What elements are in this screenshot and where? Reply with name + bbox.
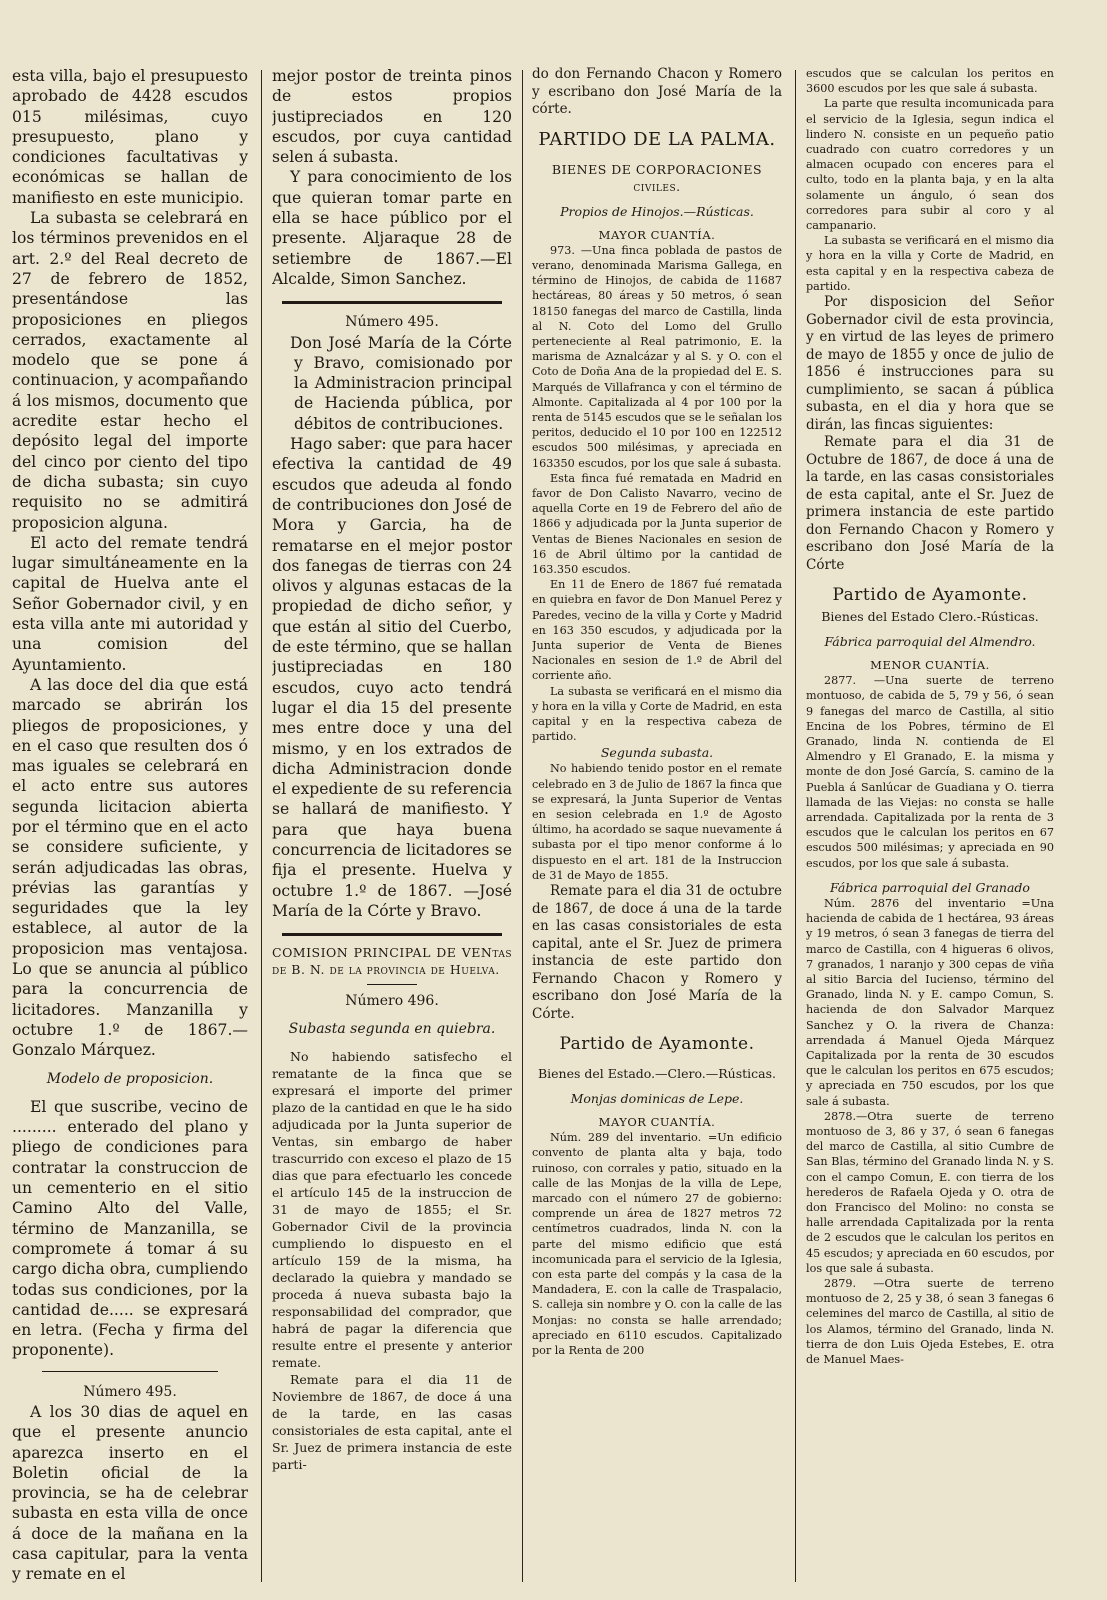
- paragraph: Por disposicion del Señor Gobernador civil de esta provincia, y en virtud de las leyes de primero de mayo de 1855 y once de julio de 1856 é instrucciones para su cumplimiento, se sacan á pública subasta, en el dia y hora que se dirán, las fincas siguientes:: [806, 294, 1054, 433]
- section-subheading: Bienes del Estado Clero.-Rústicas.: [821, 609, 1039, 625]
- paragraph: La subasta se celebrará en los términos prevenidos en el art. 2.º del Real decreto de 27 de febrero de 1852, presentándose las proposiciones en pliegos cerrados, exactamente al modelo que se pone á continuacion, y acompañando á los mismos, documento que acredite estar hecho el depósito legal del importe del cinco por ciento del tipo de dicha subasta; sin cuyo requisito no se admitirá proposicion alguna.: [12, 209, 248, 532]
- paragraph: La subasta se verificará en el mismo dia y hora en la villa y Corte de Madrid, en esta capital y en la respectiva cabeza de partido.: [532, 684, 782, 744]
- section-heading: Partido de Ayamonte.: [559, 1034, 755, 1055]
- section-subheading: Monjas dominicas de Lepe.: [570, 1091, 744, 1107]
- paragraph: La parte que resulta incomunicada para el servicio de la Iglesia, segun indica el lindero N. consiste en un pequeño patio cuadrado con cuatro corredores y un almacen ocupado con enceres para el culto, todo en la planta baja, y en la alta solamente un ángulo, ó sean dos corredores para subir al coro y al campanario.: [806, 97, 1054, 233]
- paragraph: Y para conocimiento de los que quieran tomar parte en ella se hace público por el presente. Aljaraque 28 de setiembre de 1867.—El Alcalde, Simon Sanchez.: [272, 168, 512, 288]
- section-subheading: Bienes del Estado.—Clero.—Rústicas.: [537, 1066, 777, 1082]
- paragraph: El acto del remate tendrá lugar simultáneamente en la capital de Huelva ante el Señor Gobernador civil, y en esta villa ante mi autoridad y una comision del Ayuntamiento.: [12, 533, 248, 674]
- divider: [367, 984, 417, 985]
- section-subheading: Fábrica parroquial del Granado: [830, 879, 1030, 895]
- column-rule: [795, 70, 796, 1582]
- paragraph: 2877. —Una suerte de terreno montuoso, de cabida de 5, 79 y 56, ó sean 9 fanegas del marco de Castilla, al sitio Encina de los Pobres, término de El Granado, linda N. contienda de El Almendro y El Granado, E. la misma y monte de don José García, S. camino de la Puebla á Sanlúcar de Guadiana y O. tierra llamada de las Viejas: no consta se halle arrendada. Capitalizada por la renta de 3 escudos que le calculan los peritos en 67 escudos 500 milésimas; y apreciada en 90 escudos, por los que sale á subasta.: [806, 674, 1054, 870]
- column-rule: [522, 70, 523, 1582]
- paragraph: No habiendo tenido postor en el remate celebrado en 3 de Julio de 1867 la finca que se expresará, la Junta Superior de Ventas en sesion celebrada en 1.º de Agosto último, ha acordado se saque nuevamente á subasta por el tipo menor conforme á lo dispuesto en el art. 181 de la Instruccion de 31 de Mayo de 1855.: [532, 762, 782, 882]
- section-subheading: Propios de Hinojos.—Rústicas.: [560, 203, 754, 219]
- notice-number: Número 495.: [345, 314, 439, 331]
- paragraph: Remate para el dia 31 de Octubre de 1867, de doce á una de la tarde, en las casas consistoriales de esta capital, ante el Sr. Juez de primera instancia de este partido don Fernando Chacon y Romero y escribano don José María de la Córte: [806, 434, 1054, 573]
- section-heading: PARTIDO DE LA PALMA.: [538, 128, 776, 150]
- paragraph: 2878.—Otra suerte de terreno montuoso de 3, 86 y 37, ó sean 6 fanegas del marco de Castilla, al sitio Cumbre de San Blas, término del Granado linda N. y S. con el campo Comun, E. con tierra de los herederos de Rafaela Ojeda y O. otra de don Francisco del Molino: no consta se halle arrendada Capitalizada por la renta de 2 escudos que le calculan los peritos en 45 escudos; y apreciada en 60 escudos, por los que sale á subasta.: [806, 1109, 1054, 1275]
- paragraph: esta villa, bajo el presupuesto aprobado de 4428 escudos 015 milésimas, cuyo presupuesto, plano y condiciones facultativas y económicas se hallan de manifiesto en este municipio.: [12, 67, 248, 207]
- paragraph: 973. —Una finca poblada de pastos de verano, denominada Marisma Gallega, en término de Hinojos, de cabida de 11687 hectáreas, 80 áreas y 50 metros, ó sean 18150 fanegas del marco de Castilla, linda al N. Coto del Lomo del Grullo perteneciente al Real patrimonio, E. la marisma de Aznalcázar y al S. y O. con el Coto de Doña Ana de la propiedad del E. S. Marqués de Villafranca y con el término de Almonte. Capitalizada al 4 por 100 por la renta de 5145 escudos que se le señalan los peritos, deducido el 10 por 100 en 122512 escudos 500 milésimas, y apreciada en 163350 escudos, por los que sale á subasta.: [532, 243, 782, 470]
- paragraph: Núm. 2876 del inventario =Una hacienda de cabida de 1 hectárea, 93 áreas y 19 metros, ó sean 3 fanegas de tierra del marco de Castilla, con 4 higueras 6 olivos, 7 granados, 1 naranjo y 300 cepas de viña al sitio Barcia del Iucienso, término del Granado, linda N. y E. campo Comun, S. hacienda de don Salvador Marquez Sanchez y O. la rivera de Chanza: arrendada á Manuel Ojeda Márquez Capitalizada por la renta de 30 escudos que le calculan los peritos en 675 escudos; y apreciada en 750 escudos, por los que sale á subasta.: [806, 896, 1054, 1108]
- model-title: Modelo de proposicion.: [46, 1070, 214, 1087]
- section-label: MENOR CUANTÍA.: [870, 658, 990, 673]
- section-header: COMISION PRINCIPAL DE VENtas de B. N. de la provincia de Huelva.: [272, 945, 512, 978]
- column-rule: [261, 70, 262, 1582]
- paragraph: do don Fernando Chacon y Romero y escribano don José María de la córte.: [532, 66, 782, 117]
- subtitle: Subasta segunda en quiebra.: [288, 1021, 496, 1038]
- section-subheading: Segunda subasta.: [600, 745, 714, 761]
- paragraph: Remate para el dia 11 de Noviembre de 1867, de doce á una de la tarde, en las casas consistoriales de esta capital, ante el Sr. Juez de primera instancia de este parti-: [272, 1371, 512, 1472]
- paragraph: Don José María de la Córte y Bravo, comisionado por la Administracion principal de Hacienda pública, por débitos de contribuciones.: [290, 333, 512, 433]
- paragraph: El que suscribe, vecino de ......... enterado del plano y pliego de condiciones para contratar la construccion de un cementerio en el sitio Camino Alto del Valle, término de Manzanilla, se compromete á tomar á su cargo dicha obra, cumpliendo todas sus condiciones, por la cantidad de..... se expresará en letra. (Fecha y firma del proponente).: [12, 1097, 248, 1360]
- paragraph: Núm. 289 del inventario. =Un edificio convento de planta alta y baja, todo ruinoso, con corrales y patio, situado en la calle de las Monjas de la villa de Lepe, marcado con el número 27 de gobierno: comprende un área de 1827 metros 72 centímetros cuadrados, linda N. con la parte del mismo edificio que está incomunicada para el servicio de la Iglesia, con esta parte del compás y la casa de la Mandadera, E. con la calle de Traspalacio, S. calleja sin nombre y O. con la calle de las Monjas: no consta se halle arrendado; apreciado en 6110 escudos. Capitalizado por la Renta de 200: [532, 1131, 782, 1358]
- paragraph: A los 30 dias de aquel en que el presente anuncio aparezca inserto en el Boletin oficial de la provincia, se ha de celebrar subasta en esta villa de once á doce de la mañana en la casa capitular, para la venta y remate en el: [12, 1403, 248, 1584]
- notice-number: Número 496.: [345, 993, 439, 1010]
- column-1: [12, 66, 248, 1585]
- paragraph: La subasta se verificará en el mismo dia y hora en la villa y Corte de Madrid, en esta capital y en la respectiva cabeza de partido.: [806, 234, 1054, 293]
- section-heading: Partido de Ayamonte.: [832, 585, 1028, 606]
- paragraph: No habiendo satisfecho el rematante de la finca que se expresará el importe del primer plazo de la cantidad en que le ha sido adjudicada por la Junta superior de Ventas, sin embargo de haber trascurrido con exceso el plazo de 15 dias que para efectuarlo les concede el artículo 145 de la instruccion de 31 de mayo de 1855; el Sr. Gobernador Civil de la provincia cumpliendo lo dispuesto en el artículo 159 de la misma, ha declarado la quiebra y mandado se proceda á nueva subasta bajo la responsabilidad del comprador, que habrá de pagar la diferencia que resulte entre el presente y anterior remate.: [272, 1048, 512, 1370]
- section-label: MAYOR CUANTÍA.: [598, 1115, 716, 1130]
- paragraph: Hago saber: que para hacer efectiva la cantidad de 49 escudos que adeuda al fondo de contribuciones don José de Mora y Garcia, ha de rematarse en el mejor postor dos fanegas de tierras con 24 olivos y algunas estacas de la propiedad de dicho señor, y que están al sitio del Cuerbo, de este término, que se hallan justipreciadas en 180 escudos, cuyo acto tendrá lugar el dia 15 del presente mes entre doce y una del mismo, y en los extrados de dicha Administracion donde el expediente de su referencia se hallará de manifiesto. Y para que haya buena concurrencia de licitadores se fija el presente. Huelva y octubre 1.º de 1867. —José María de la Córte y Bravo.: [272, 435, 512, 920]
- divider: [282, 301, 502, 304]
- column-2: [272, 66, 512, 1473]
- paragraph: Remate para el dia 31 de octubre de 1867, de doce á una de la tarde en las casas consistoriales de esta capital, ante el Sr. Juez de primera instancia de este partido don Fernando Chacon y Romero y escribano don José María de la Córte.: [532, 883, 782, 1022]
- paragraph: escudos que se calculan los peritos en 3600 escudos por les que sale á subasta.: [806, 67, 1054, 96]
- notice-number: Número 495.: [83, 1383, 177, 1400]
- paragraph: A las doce del dia que está marcado se abrirán los pliegos de proposiciones, y en el caso que resulten dos ó mas iguales se celebrará en el acto entre sus autores segunda licitacion abierta por el término que en el acto se considere suficiente, y serán adjudicadas las obras, prévias las garantías y seguridades que la ley establece, al autor de la proposicion mas ventajosa. Lo que se anuncia al público para la concurrencia de licitadores. Manzanilla y octubre 1.º de 1867.—Gonzalo Márquez.: [12, 675, 248, 1060]
- column-4: [806, 66, 1054, 1367]
- section-subheading: Fábrica parroquial del Almendro.: [824, 634, 1036, 650]
- divider: [42, 1371, 218, 1372]
- paragraph: 2879. —Otra suerte de terreno montuoso de 2, 25 y 38, ó sean 3 fanegas 6 celemines del marco de Castilla, al sitio de los Alamos, término del Granado, linda N. tierra de don Luis Ojeda Estebes, E. otra de Manuel Maes-: [806, 1276, 1054, 1366]
- paragraph: En 11 de Enero de 1867 fué rematada en quiebra en favor de Don Manuel Perez y Paredes, vecino de la villa y Corte y Madrid en 163 350 escudos, y adjudicada por la Junta superior de Venta de Bienes Nacionales en sesion de 1.º de Abril del corriente año.: [532, 578, 782, 683]
- column-3: [532, 66, 782, 1358]
- divider: [282, 933, 502, 936]
- paragraph: mejor postor de treinta pinos de estos propios justipreciados en 120 escudos, por cuya cantidad selen á subasta.: [272, 67, 512, 167]
- section-subheading: BIENES DE CORPORACIONES civiles.: [551, 161, 763, 194]
- section-label: MAYOR CUANTÍA.: [598, 227, 716, 242]
- paragraph: Esta finca fué rematada en Madrid en favor de Don Calisto Navarro, vecino de aquella Corte en 19 de Febrero del año de 1866 y adjudicada por la Junta superior de Ventas de Bienes Nacionales en sesion de 16 de Abril último por la cantidad de 163.350 escudos.: [532, 471, 782, 576]
